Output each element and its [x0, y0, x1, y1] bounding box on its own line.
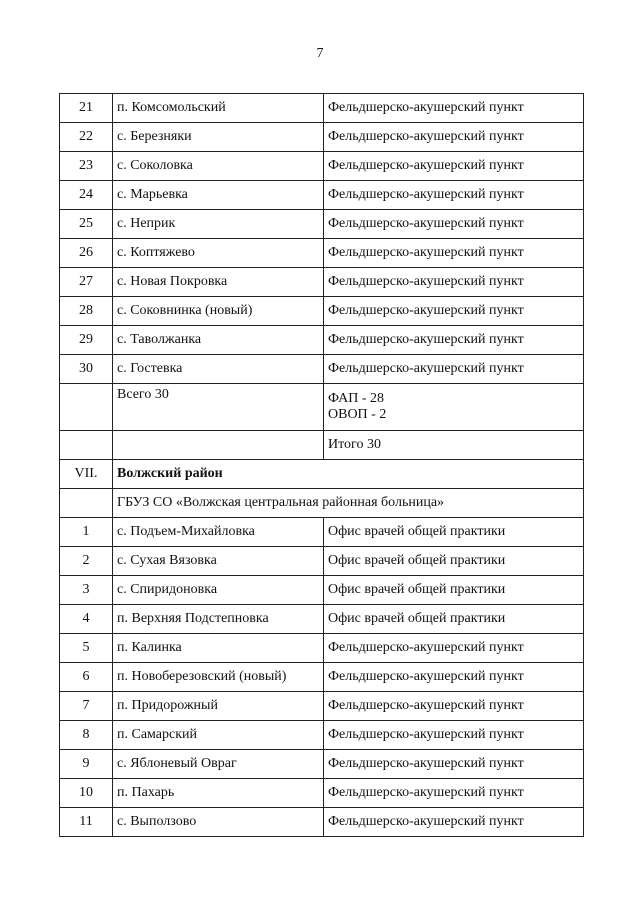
facility-type: Фельдшерско-акушерский пункт	[324, 692, 584, 721]
row-number: 10	[60, 779, 113, 808]
facility-type: Фельдшерско-акушерский пункт	[324, 297, 584, 326]
facility-type: Фельдшерско-акушерский пункт	[324, 326, 584, 355]
row-number: 30	[60, 355, 113, 384]
table-row	[60, 779, 584, 808]
facility-type: Фельдшерско-акушерский пункт	[324, 721, 584, 750]
settlement-name: с. Новая Покровка	[113, 268, 324, 297]
total-num-cell	[60, 384, 113, 431]
total-ovop: ОВОП - 2	[328, 407, 387, 422]
grand-total-row	[60, 431, 584, 460]
facility-type: Фельдшерско-акушерский пункт	[324, 268, 584, 297]
settlement-name: п. Комсомольский	[113, 94, 324, 123]
facilities-table	[59, 93, 584, 837]
settlement-name: с. Подъем-Михайловка	[113, 518, 324, 547]
row-number: 1	[60, 518, 113, 547]
table-row	[60, 605, 584, 634]
total-label: Всего 30	[113, 384, 324, 431]
facility-type: Офис врачей общей практики	[324, 547, 584, 576]
table-row	[60, 721, 584, 750]
table-row	[60, 808, 584, 837]
grand-total: Итого 30	[324, 431, 584, 460]
settlement-name: с. Коптяжево	[113, 239, 324, 268]
settlement-name: п. Новоберезовский (новый)	[113, 663, 324, 692]
facility-type: Фельдшерско-акушерский пункт	[324, 355, 584, 384]
section-header-row	[60, 460, 584, 489]
table-row	[60, 94, 584, 123]
table-row	[60, 326, 584, 355]
table-row	[60, 210, 584, 239]
settlement-name: с. Сухая Вязовка	[113, 547, 324, 576]
settlement-name: с. Соколовка	[113, 152, 324, 181]
settlement-name: п. Придорожный	[113, 692, 324, 721]
settlement-name: с. Гостевка	[113, 355, 324, 384]
settlement-name: с. Марьевка	[113, 181, 324, 210]
table-row	[60, 576, 584, 605]
settlement-name: п. Пахарь	[113, 779, 324, 808]
row-number: 5	[60, 634, 113, 663]
settlement-name: с. Выползово	[113, 808, 324, 837]
table-row	[60, 750, 584, 779]
row-number: 11	[60, 808, 113, 837]
facility-type: Фельдшерско-акушерский пункт	[324, 94, 584, 123]
facility-type: Фельдшерско-акушерский пункт	[324, 663, 584, 692]
row-number: 28	[60, 297, 113, 326]
facility-type: Фельдшерско-акушерский пункт	[324, 152, 584, 181]
table-row	[60, 663, 584, 692]
facility-type: Офис врачей общей практики	[324, 605, 584, 634]
facility-type: Офис врачей общей практики	[324, 518, 584, 547]
table-row	[60, 355, 584, 384]
facility-type: Фельдшерско-акушерский пункт	[324, 779, 584, 808]
facility-type: Фельдшерско-акушерский пункт	[324, 181, 584, 210]
row-number: 21	[60, 94, 113, 123]
settlement-name: п. Верхняя Подстепновка	[113, 605, 324, 634]
row-number: 26	[60, 239, 113, 268]
row-number: 7	[60, 692, 113, 721]
hospital-num-cell	[60, 489, 113, 518]
facility-type: Фельдшерско-акушерский пункт	[324, 808, 584, 837]
settlement-name: п. Калинка	[113, 634, 324, 663]
table-row	[60, 268, 584, 297]
table-row	[60, 297, 584, 326]
row-number: 3	[60, 576, 113, 605]
table-row	[60, 547, 584, 576]
table-row	[60, 181, 584, 210]
row-number: 8	[60, 721, 113, 750]
facility-type: Фельдшерско-акушерский пункт	[324, 750, 584, 779]
settlement-name: с. Яблоневый Овраг	[113, 750, 324, 779]
total-breakdown	[324, 384, 584, 431]
total-fap: ФАП - 28	[328, 391, 385, 406]
section-title: Волжский район	[113, 460, 584, 489]
settlement-name: с. Неприк	[113, 210, 324, 239]
settlement-name: с. Березняки	[113, 123, 324, 152]
facility-type: Фельдшерско-акушерский пункт	[324, 123, 584, 152]
table-body-summary	[60, 384, 584, 518]
grand-total-num-cell	[60, 431, 113, 460]
hospital-name: ГБУЗ СО «Волжская центральная районная больница»	[113, 489, 584, 518]
settlement-name: п. Самарский	[113, 721, 324, 750]
table-row	[60, 123, 584, 152]
row-number: 9	[60, 750, 113, 779]
table-row	[60, 239, 584, 268]
facility-type: Фельдшерско-акушерский пункт	[324, 210, 584, 239]
table-row	[60, 152, 584, 181]
hospital-row	[60, 489, 584, 518]
table-row	[60, 634, 584, 663]
row-number: 24	[60, 181, 113, 210]
row-number: 2	[60, 547, 113, 576]
table-body-top	[60, 94, 584, 384]
facility-type: Офис врачей общей практики	[324, 576, 584, 605]
total-row	[60, 384, 584, 431]
row-number: 4	[60, 605, 113, 634]
table-body-bottom	[60, 518, 584, 837]
facility-type: Фельдшерско-акушерский пункт	[324, 239, 584, 268]
grand-total-place-cell	[113, 431, 324, 460]
row-number: 25	[60, 210, 113, 239]
row-number: 27	[60, 268, 113, 297]
settlement-name: с. Спиридоновка	[113, 576, 324, 605]
table-row	[60, 692, 584, 721]
row-number: 22	[60, 123, 113, 152]
page-number: 7	[316, 46, 324, 61]
facility-type: Фельдшерско-акушерский пункт	[324, 634, 584, 663]
settlement-name: с. Таволжанка	[113, 326, 324, 355]
table-row	[60, 518, 584, 547]
settlement-name: с. Соковнинка (новый)	[113, 297, 324, 326]
row-number: 6	[60, 663, 113, 692]
section-numeral: VII.	[60, 460, 113, 489]
row-number: 23	[60, 152, 113, 181]
row-number: 29	[60, 326, 113, 355]
